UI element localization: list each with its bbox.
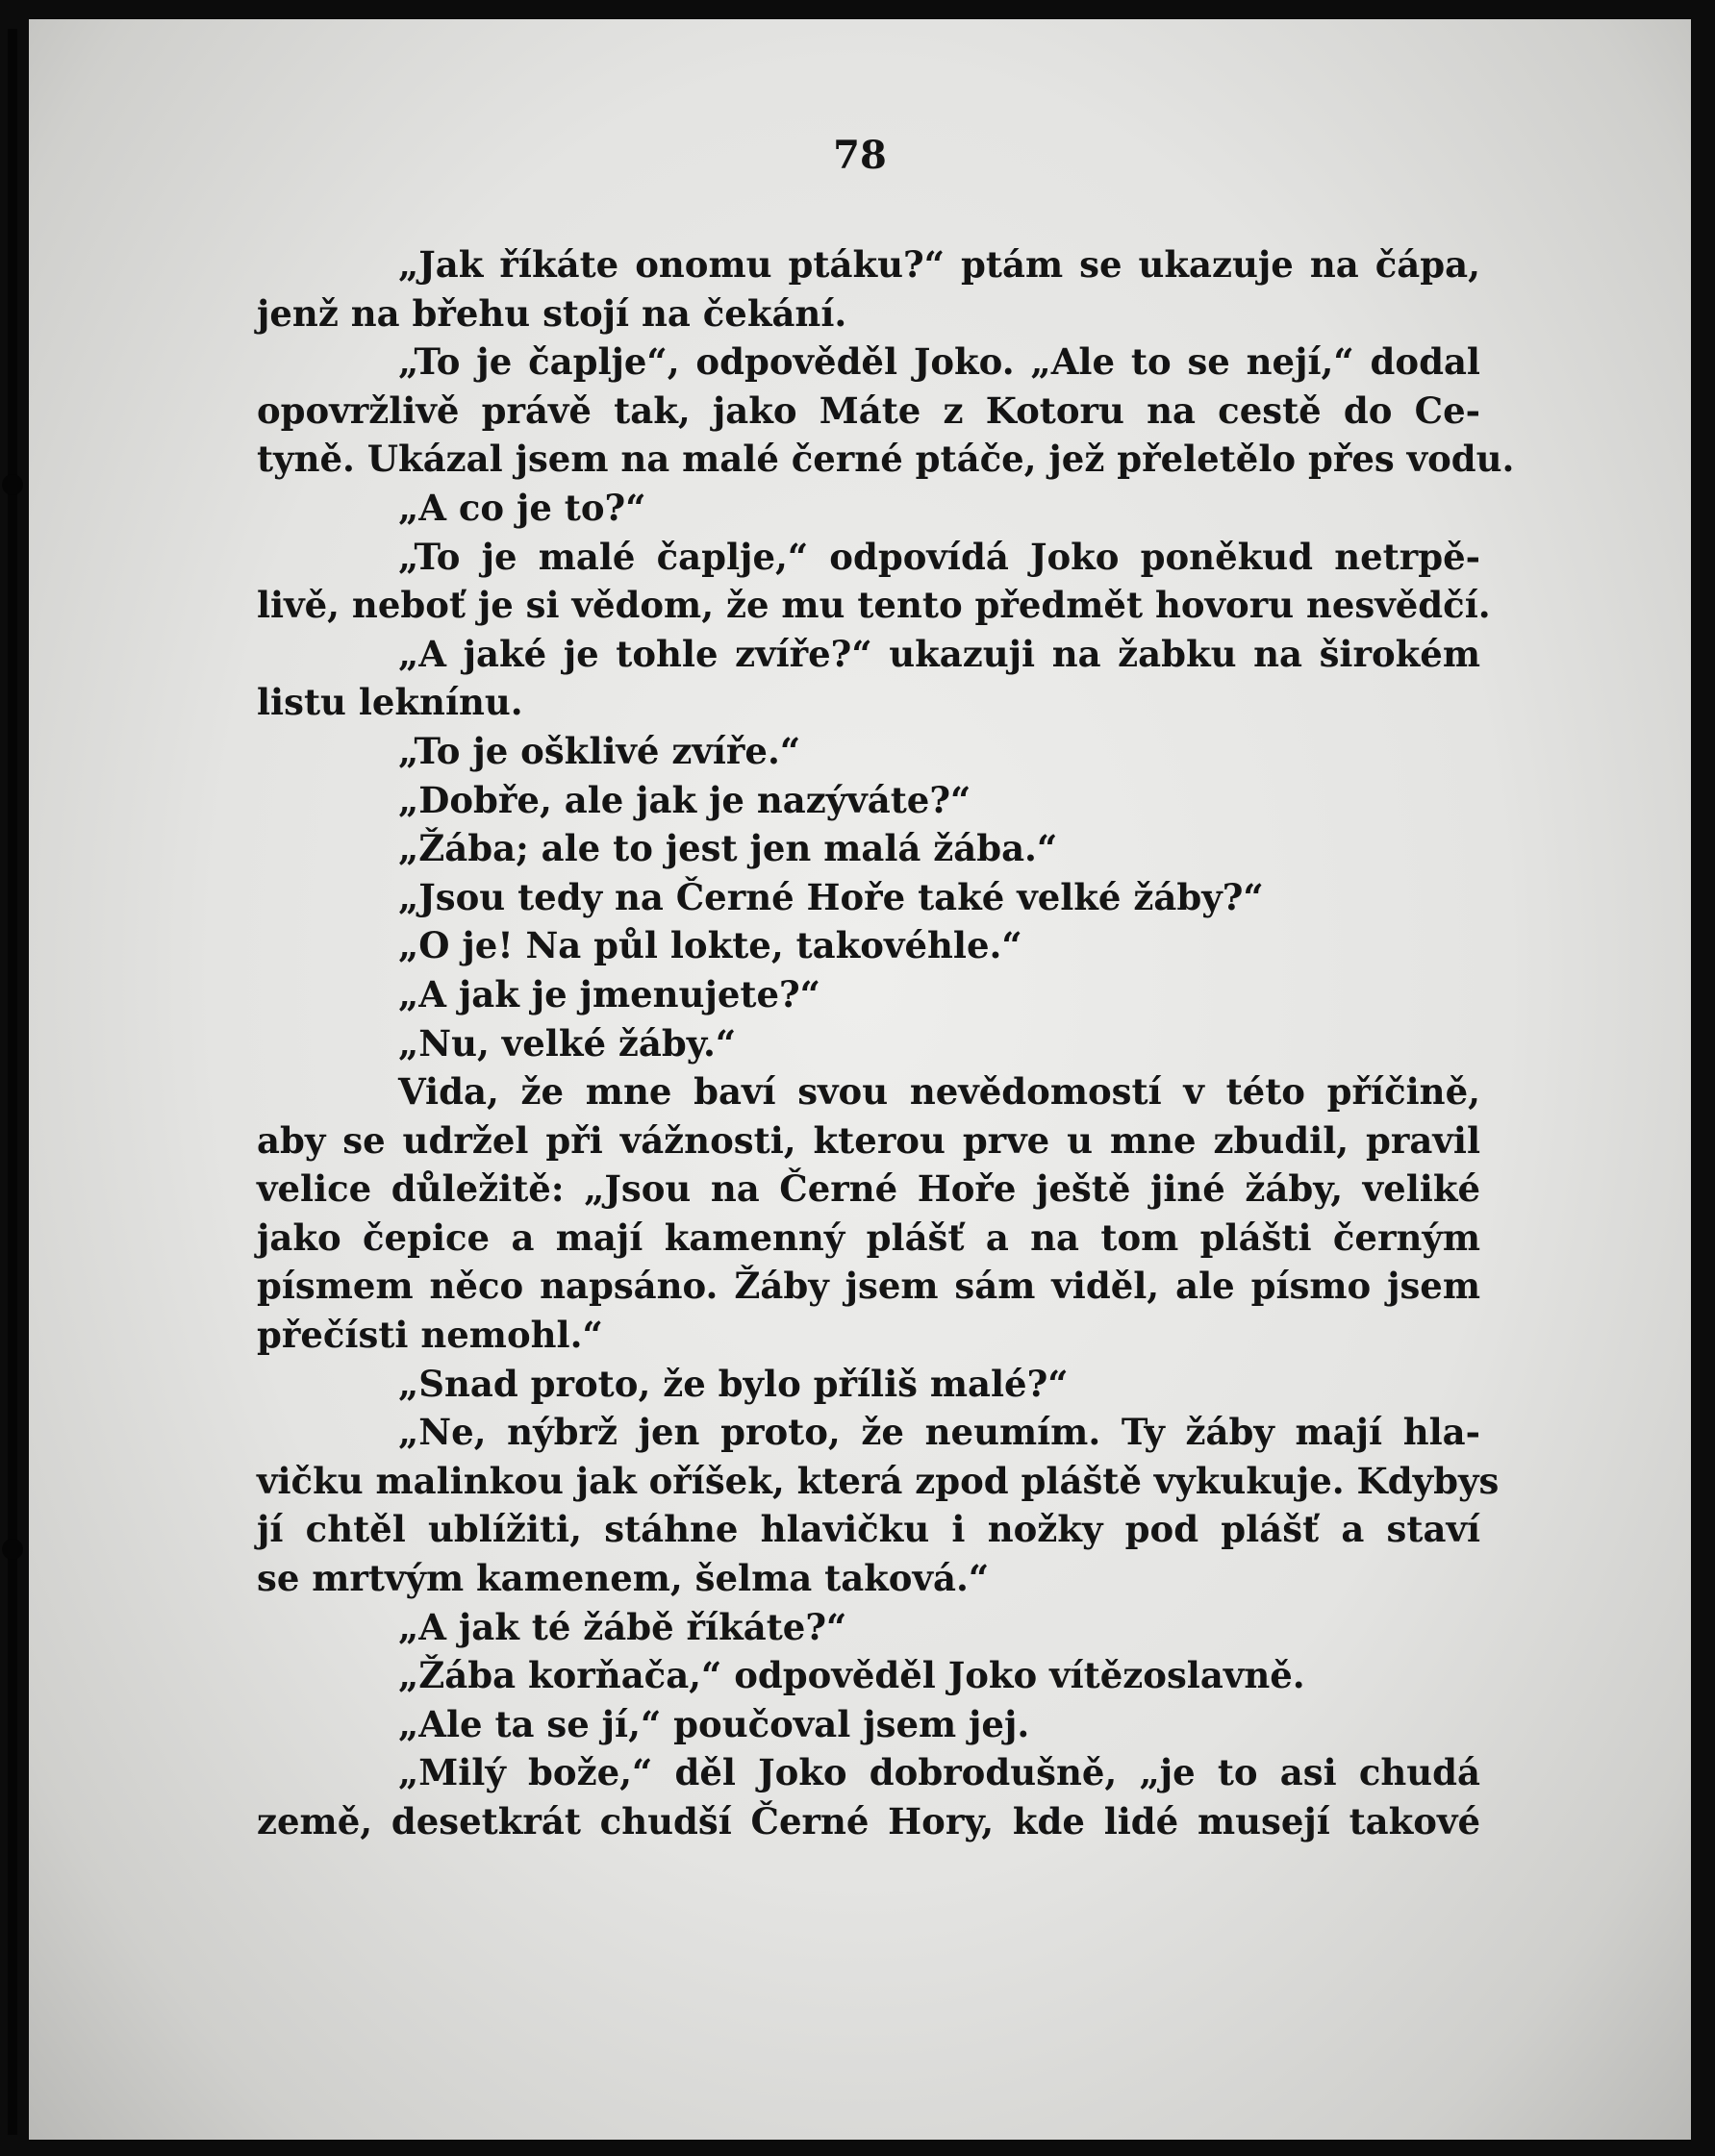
page-number: 78 <box>833 133 887 178</box>
text-line: „O je! Na půl lokte, takovéhle.“ <box>398 924 1022 967</box>
spine-mark-upper <box>2 474 23 495</box>
text-line: „Milý bože,“ děl Joko dobrodušně, „je to asi chudá <box>398 1751 1480 1794</box>
text-line: jí chtěl ublížiti, stáhne hlavičku i nožky pod plášť a staví <box>257 1508 1480 1551</box>
body-text <box>257 240 1515 1846</box>
text-line: „Jak říkáte onomu ptáku?“ ptám se ukazuje na čápa, <box>398 243 1480 286</box>
text-line: vičku malinkou jak oříšek, která zpod pláště vykukuje. Kdybys <box>257 1459 1500 1502</box>
text-line: jenž na břehu stojí na čekání. <box>257 291 847 335</box>
text-line: „A jak té žábě říkáte?“ <box>398 1605 847 1648</box>
book-spine-edge <box>8 29 17 2135</box>
text-line: „To je čaplje“, odpověděl Joko. „Ale to se nejí,“ dodal <box>398 340 1480 384</box>
text-line: „Žába; ale to jest jen malá žába.“ <box>398 827 1058 870</box>
text-line: listu leknínu. <box>257 681 523 724</box>
text-line: „A co je to?“ <box>398 486 646 529</box>
text-line: livě, neboť je si vědom, že mu tento předmět hovoru nesvědčí. <box>257 584 1491 627</box>
book-page <box>29 19 1691 2140</box>
text-line: „To je ošklivé zvíře.“ <box>398 729 801 772</box>
text-line: „Jsou tedy na Černé Hoře také velké žáby?“ <box>398 875 1264 918</box>
text-line: „Snad proto, že bylo příliš malé?“ <box>398 1362 1069 1405</box>
text-line: tyně. Ukázal jsem na malé černé ptáče, jež přeletělo přes vodu. <box>257 438 1515 481</box>
text-line: země, desetkrát chudší Černé Hory, kde lidé musejí takové <box>257 1800 1480 1843</box>
spine-mark-lower <box>2 1539 23 1560</box>
text-line: písmem něco napsáno. Žáby jsem sám viděl, ale písmo jsem <box>257 1265 1480 1308</box>
text-line: opovržlivě právě tak, jako Máte z Kotoru na cestě do Ce- <box>257 389 1480 432</box>
text-line: velice důležitě: „Jsou na Černé Hoře ještě jiné žáby, veliké <box>257 1167 1480 1211</box>
text-line: aby se udržel při vážnosti, kterou prve u mne zbudil, pravil <box>257 1118 1480 1162</box>
text-line: jako čepice a mají kamenný plášť a na tom plášti černým <box>257 1216 1480 1259</box>
text-line: „A jaké je tohle zvíře?“ ukazuji na žabku na širokém <box>398 632 1480 675</box>
text-line: přečísti nemohl.“ <box>257 1314 603 1357</box>
text-line: Vida, že mne baví svou nevědomostí v této příčině, <box>398 1070 1480 1114</box>
text-line: „Nu, velké žáby.“ <box>398 1021 737 1065</box>
text-line: se mrtvým kamenem, šelma taková.“ <box>257 1557 990 1600</box>
text-line: „A jak je jmenujete?“ <box>398 972 820 1015</box>
text-line: „To je malé čaplje,“ odpovídá Joko poněkud netrpě- <box>398 535 1480 578</box>
text-line: „Ne, nýbrž jen proto, že neumím. Ty žáby mají hla- <box>398 1411 1480 1454</box>
text-line: „Dobře, ale jak je nazýváte?“ <box>398 778 971 821</box>
text-line: „Ale ta se jí,“ poučoval jsem jej. <box>398 1702 1030 1745</box>
text-line: „Žába korňača,“ odpověděl Joko vítězoslavně. <box>398 1654 1305 1697</box>
